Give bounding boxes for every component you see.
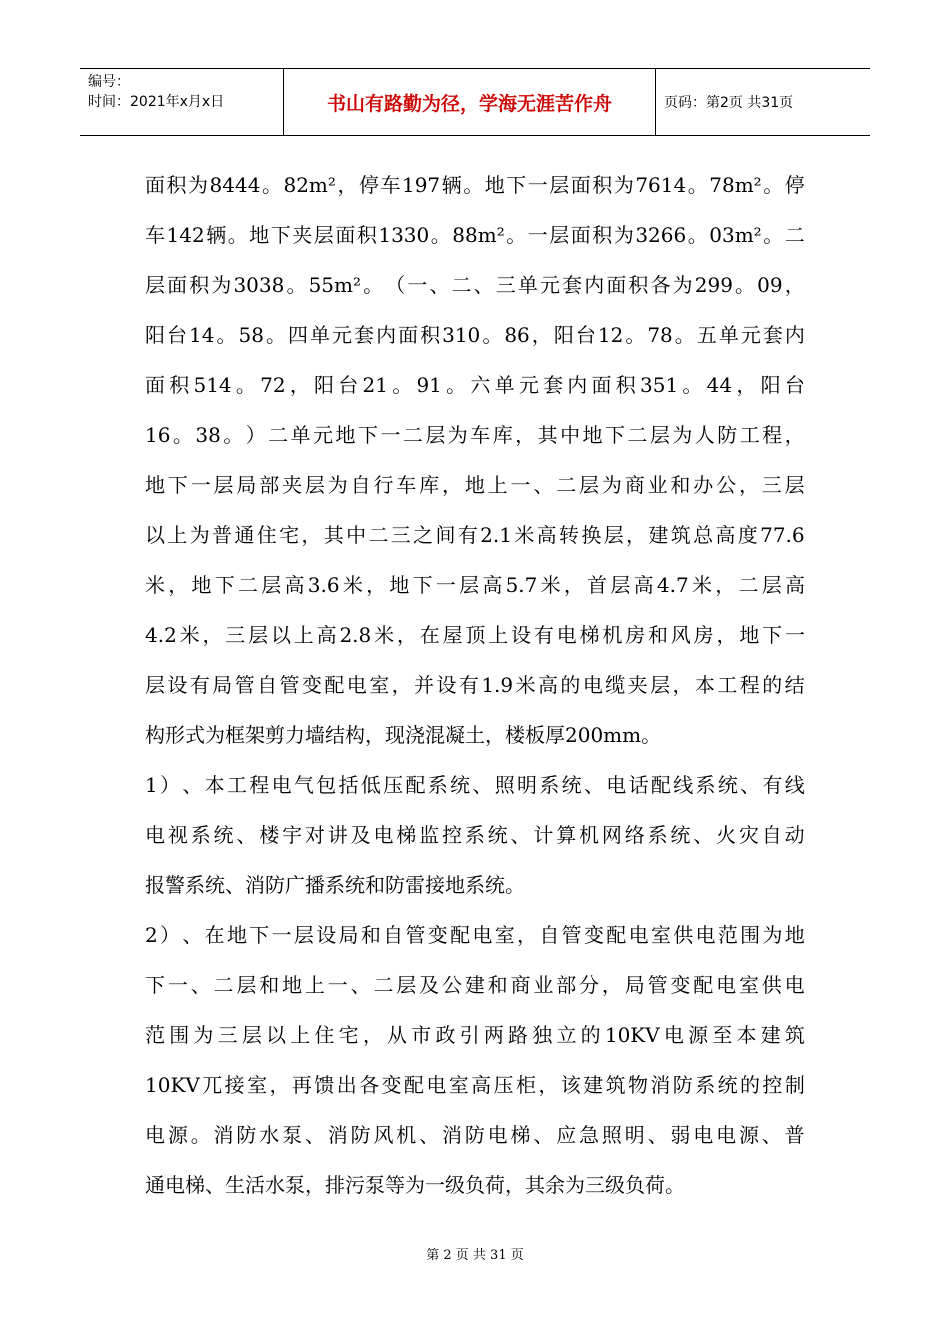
body-line: 层 设 有 局 管 自 管 变 配 电 室 ， 并 设 有 1.9 米 高 的 电 缆 夹 层 ， 本 工 程 的 结: [145, 673, 805, 697]
body-line: 面 积 514 。 72 ， 阳 台 21 。 91 。 六 单 元 套 内 面 积 351 。 44 ， 阳 台: [145, 373, 805, 397]
time-label: 时间：2021年x月x日: [88, 94, 225, 110]
body-line: 16 。 38 。 ） 二 单 元 地 下 一 二 层 为 车 库 ， 其 中 地 下 二 层 为 人 防 工 程 ，: [145, 423, 805, 447]
body-line: 范 围 为 三 层 以 上 住 宅 ， 从 市 政 引 两 路 独 立 的 10KV 电 源 至 本 建 筑: [145, 1023, 805, 1047]
body-line: 以 上 为 普 通 住 宅 ， 其 中 二 三 之 间 有 2.1 米 高 转 换 层 ， 建 筑 总 高 度 77.6: [145, 523, 805, 547]
body-line: 地 下 一 层 局 部 夹 层 为 自 行 车 库 ， 地 上 一 、 二 层 为 商 业 和 办 公 ， 三 层: [145, 473, 805, 497]
header-motto: 书山有路勤为径，学海无涯苦作舟: [284, 69, 656, 135]
document-body: [145, 160, 805, 1210]
body-line: 阳 台 14 。 58 。 四 单 元 套 内 面 积 310 。 86 ， 阳 台 12 。 78 。 五 单 元 套 内: [145, 323, 805, 347]
body-line: 报警系统、消防广播系统和防雷接地系统。: [145, 873, 525, 897]
body-line: 4.2 米 ， 三 层 以 上 高 2.8 米 ， 在 屋 顶 上 设 有 电 梯 机 房 和 风 房 ， 地 下 一: [145, 623, 805, 647]
body-line: 2 ） 、 在 地 下 一 层 设 局 和 自 管 变 配 电 室 ， 自 管 变 配 电 室 供 电 范 围 为 地: [145, 923, 805, 947]
body-line: 1 ） 、 本 工 程 电 气 包 括 低 压 配 系 统 、 照 明 系 统 、 电 话 配 线 系 统 、 有 线: [145, 773, 805, 797]
body-line: 通电梯、生活水泵，排污泵等为一级负荷，其余为三级负荷。: [145, 1173, 685, 1197]
header-meta: [80, 69, 284, 135]
body-line: 面 积 为 8444 。 82m² ， 停 车 197 辆 。 地 下 一 层 面 积 为 7614 。 78m² 。 停: [145, 173, 805, 197]
body-line: 10KV 兀 接 室 ， 再 馈 出 各 变 配 电 室 高 压 柜 ， 该 建 筑 物 消 防 系 统 的 控 制: [145, 1073, 805, 1097]
body-line: 层 面 积 为 3038 。 55m² 。 （ 一 、 二 、 三 单 元 套 内 面 积 各 为 299 。 09 ，: [145, 273, 805, 297]
page-header: [80, 68, 870, 136]
body-line: 构形式为框架剪力墙结构，现浇混凝土，楼板厚200mm。: [145, 723, 662, 747]
header-page-info: 页码：第2页 共31页: [664, 95, 794, 111]
body-line: 电 源 。 消 防 水 泵 、 消 防 风 机 、 消 防 电 梯 、 应 急 照 明 、 弱 电 电 源 、 普: [145, 1123, 805, 1147]
body-line: 下 一 、 二 层 和 地 上 一 、 二 层 及 公 建 和 商 业 部 分 ， 局 管 变 配 电 室 供 电: [145, 973, 805, 997]
body-line: 电 视 系 统 、 楼 宇 对 讲 及 电 梯 监 控 系 统 、 计 算 机 网 络 系 统 、 火 灾 自 动: [145, 823, 805, 847]
doc-number-label: 编号：: [88, 74, 130, 90]
page-footer: 第 2 页 共 31 页: [426, 1248, 524, 1263]
body-line: 米 ， 地 下 二 层 高 3.6 米 ， 地 下 一 层 高 5.7 米 ， 首 层 高 4.7 米 ， 二 层 高: [145, 573, 805, 597]
body-line: 车 142 辆 。 地 下 夹 层 面 积 1330 。 88m² 。 一 层 面 积 为 3266 。 03m² 。 二: [145, 223, 805, 247]
